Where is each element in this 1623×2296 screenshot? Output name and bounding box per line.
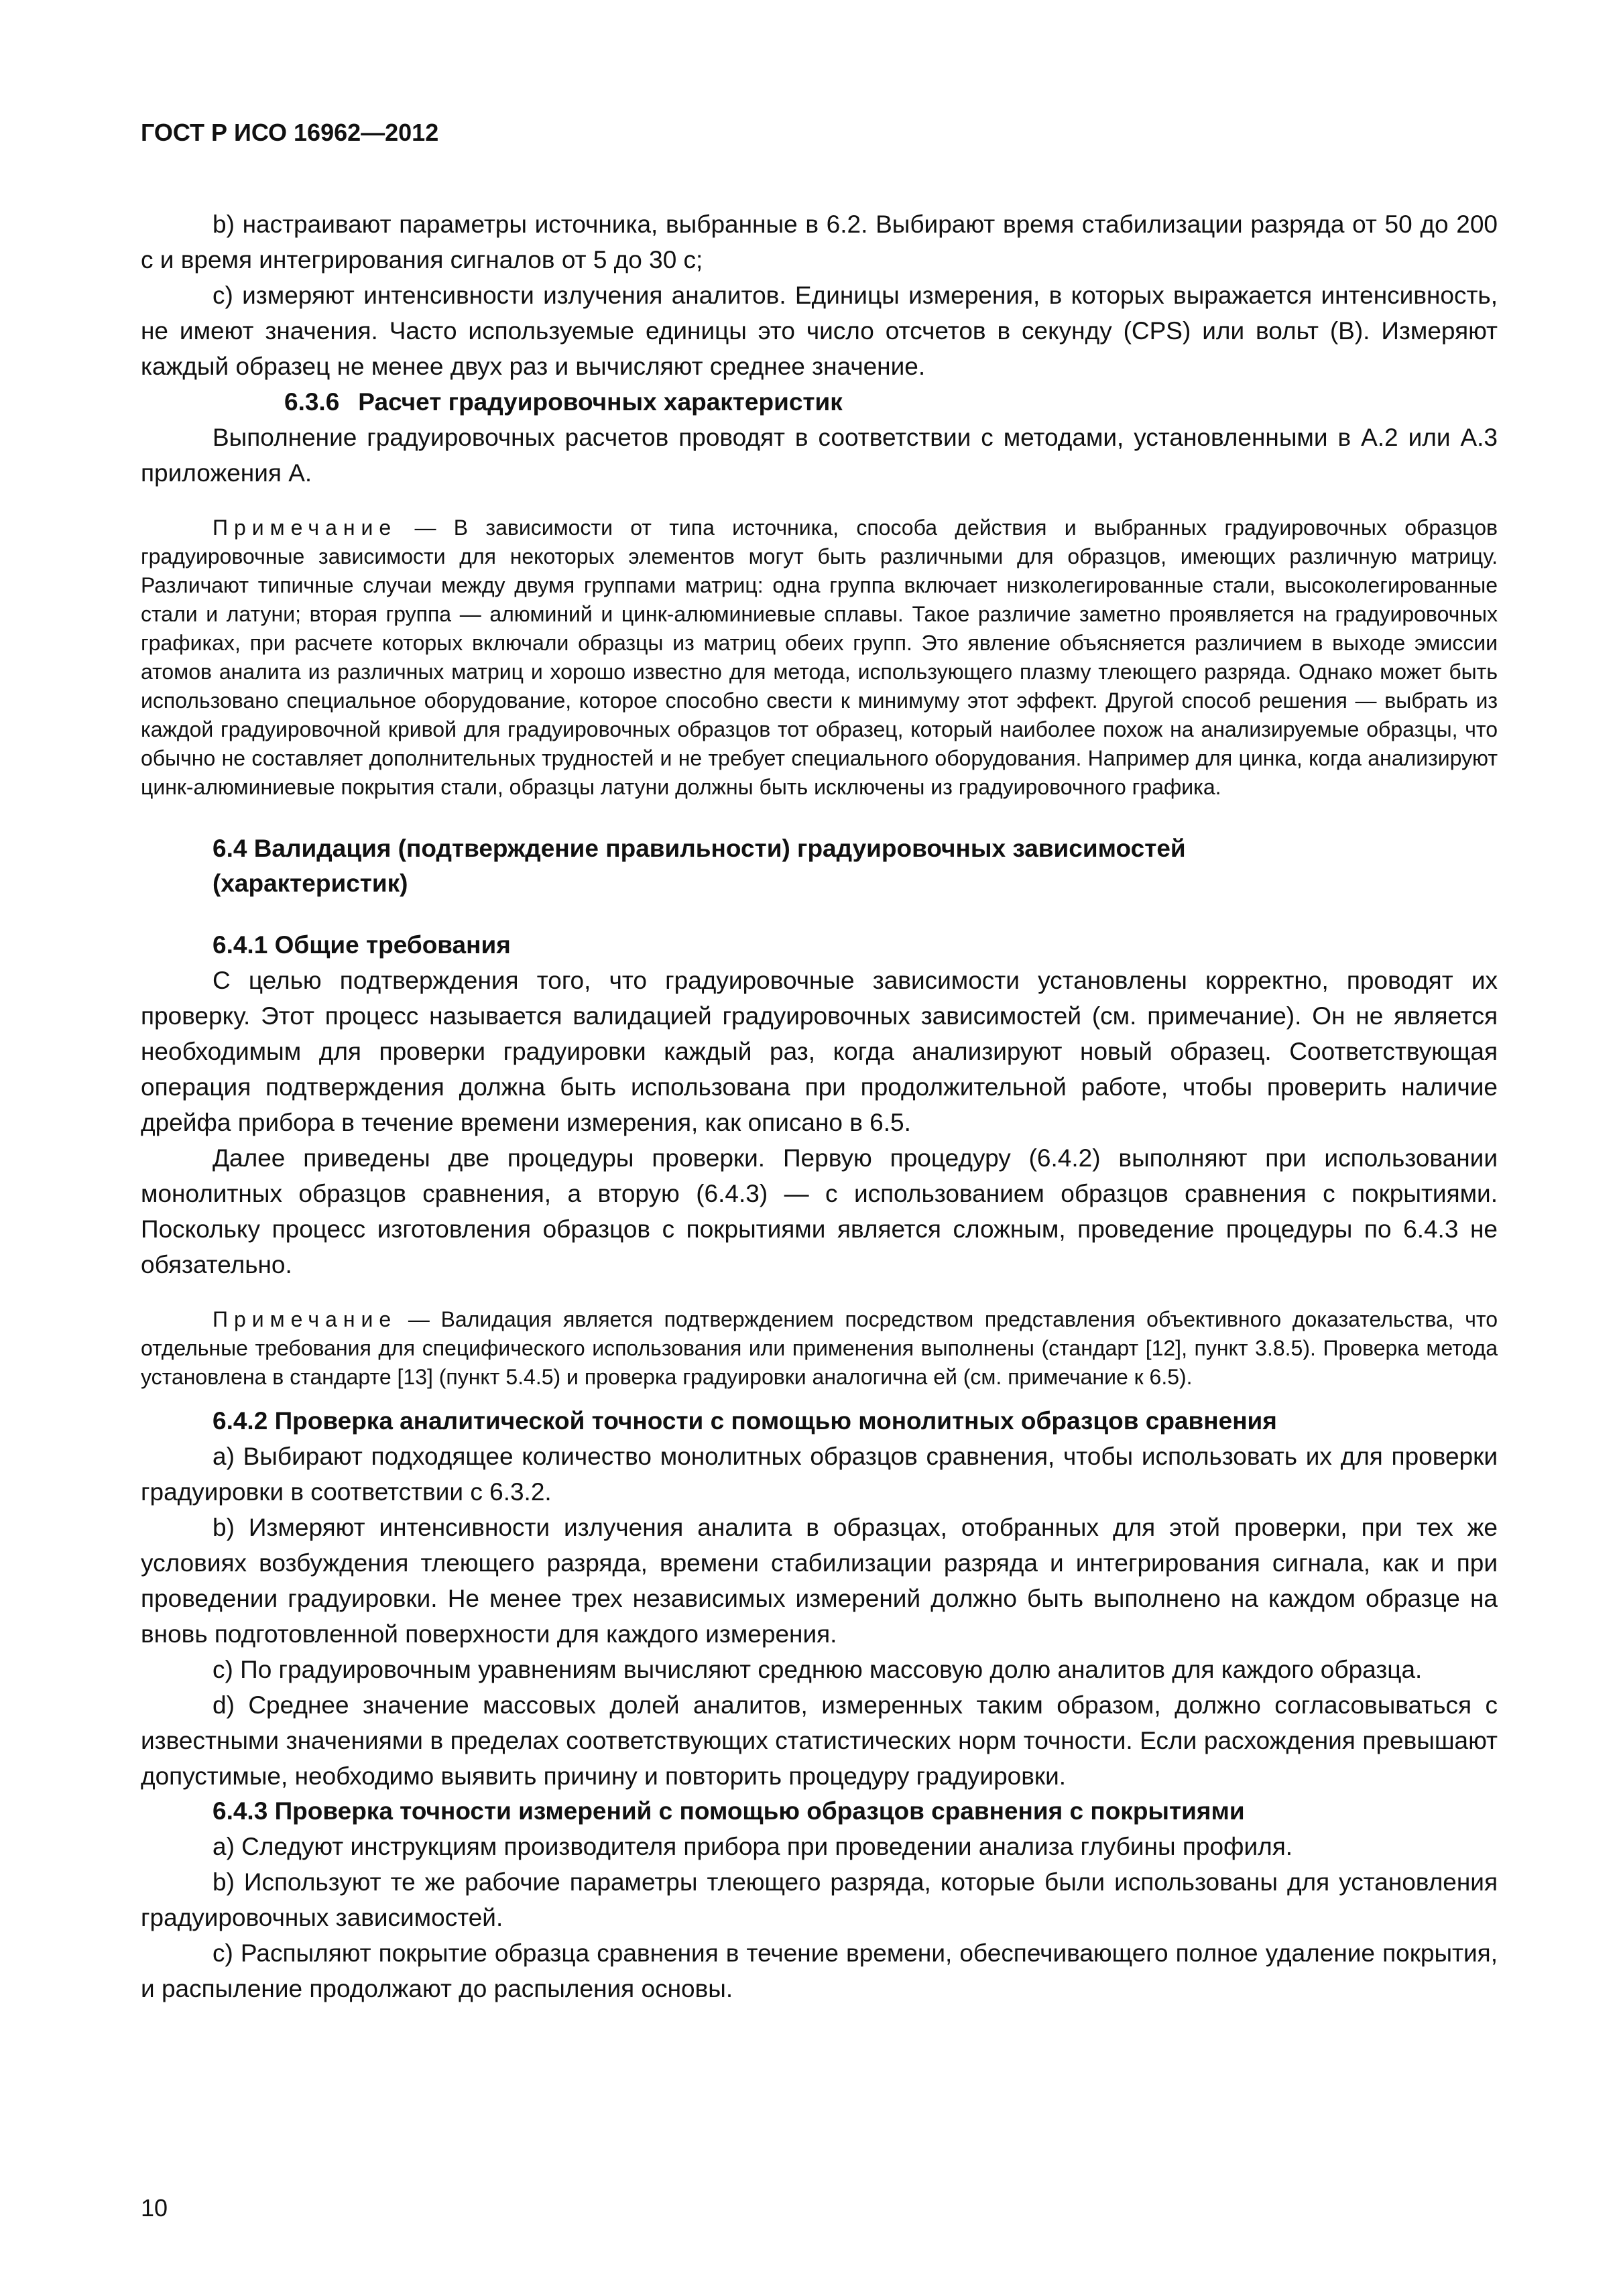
note-label: Примечание [213,1307,398,1331]
section-6-4-3-b: b) Используют те же рабочие параметры тлеющего разряда, которые были использованы для установления градуировочных зависимостей. [141,1868,1498,1931]
note-label: Примечание [213,516,398,540]
section-6-4-3-c: c) Распыляют покрытие образца сравнения в течение времени, обеспечивающего полное удаление покрытия, и распыление продолжают до распыления основы. [141,1939,1498,2002]
section-6-4-1-heading: 6.4.1 Общие требования [213,931,511,959]
document-header: ГОСТ Р ИСО 16962—2012 [141,119,439,146]
section-6-3-6-title: Расчет градуировочных характеристик [358,388,843,416]
section-6-4-heading-cont [141,866,1498,901]
paragraph-6-3-5-c: c) измеряют интенсивности излучения аналитов. Единицы измерения, в которых выражается интенсивность, не имеют значения. Часто используемые единицы это число отсчетов в секунду (CPS) или вольт (В). Измеряют каждый образец не менее двух раз и вычисляют среднее значение. [141,282,1498,380]
note-6-4-1 [141,1305,1498,1392]
section-6-4-2-a: а) Выбирают подходящее количество монолитных образцов сравнения, чтобы использовать их для проверки градуировки в соответствии с 6.3.2. [141,1443,1498,1506]
section-6-4-1-paragraph-1: С целью подтверждения того, что градуировочные зависимости установлены корректно, проводят их проверку. Этот процесс называется валидацией градуировочных зависимостей (см. примечание). Он не является необходимым для проверки градуировки каждый раз, когда анализируют новый образец. Соответствующая операция подтверждения должна быть использована при продолжительной работе, чтобы проверить наличие дрейфа прибора в течение времени измерения, как описано в 6.5. [141,967,1498,1136]
section-6-4-2-b: b) Измеряют интенсивности излучения аналита в образцах, отобранных для этой проверки, при тех же условиях возбуждения тлеющего разряда, времени стабилизации разряда и интегрирования сигнала, как и при проведении градуировки. Не менее трех независимых измерений должно быть выполнено на каждом образце на вновь подготовленной поверхности для каждого измерения. [141,1514,1498,1648]
section-6-3-6-text: Выполнение градуировочных расчетов проводят в соответствии с методами, установленными в А.2 или А.3 приложения А. [141,424,1498,487]
note-text: — В зависимости от типа источника, способа действия и выбранных градуировочных образцов градуировочные зависимости для некоторых элементов могут быть различными для образцов, имеющих различную матрицу. Различают типичные случаи между двумя группами матриц: одна группа включает низколегированные стали, высоколегированные стали и латуни; вторая группа — алюминий и цинк-алюминиевые сплавы. Такое различие заметно проявляется на градуировочных графиках, при расчете которых включали образцы из матриц обеих групп. Это явление объясняется различием в выходе эмиссии атомов аналита из различных матриц и хорошо известно для метода, использующего плазму тлеющего разряда. Однако может быть использовано специальное оборудование, которое способно свести к минимуму этот эффект. Другой способ решения — выбрать из каждой градуировочной кривой для градуировочных образцов тот образец, который наиболее похож на анализируемые образцы, что обычно не составляет дополнительных трудностей и не требует специального оборудования. Например для цинка, когда анализируют цинк-алюминиевые покрытия стали, образцы латуни должны быть исключены из градуировочного графика. [141,516,1498,799]
note-6-3-6 [141,513,1498,802]
section-6-4-3-heading: 6.4.3 Проверка точности измерений с помощью образцов сравнения с покрытиями [213,1797,1245,1825]
page-number: 10 [141,2194,168,2222]
section-6-4-2-heading: 6.4.2 Проверка аналитической точности с помощью монолитных образцов сравнения [213,1407,1277,1435]
paragraph-6-3-5-b: b) настраивают параметры источника, выбранные в 6.2. Выбирают время стабилизации разряда от 50 до 200 с и время интегрирования сигналов от 5 до 30 с; [141,210,1498,274]
section-6-4-3-a: а) Следуют инструкциям производителя прибора при проведении анализа глубины профиля. [213,1833,1293,1860]
section-6-3-6-number: 6.3.6 [284,388,340,416]
section-6-3-6-heading [141,384,1498,420]
section-6-4-2-d: d) Среднее значение массовых долей аналитов, измеренных таким образом, должно согласовываться с известными значениями в пределах соответствующих статистических норм точности. Если расхождения превышают допустимые, необходимо выявить причину и повторить процедуру градуировки. [141,1691,1498,1790]
section-6-4-title-line2: (характеристик) [213,869,408,897]
note-text: — Валидация является подтверждением посредством представления объективного доказательства, что отдельные требования для специфического использования или применения выполнены (стандарт [12], пункт 3.8.5). Проверка метода установлена в стандарте [13] (пункт 5.4.5) и проверка градуировки аналогична ей (см. примечание к 6.5). [141,1307,1498,1389]
document-page [141,118,1498,2006]
section-6-4-2-c: c) По градуировочным уравнениям вычисляют среднюю массовую долю аналитов для каждого образца. [213,1656,1423,1683]
section-6-4-heading [141,831,1498,866]
section-6-4-1-paragraph-2: Далее приведены две процедуры проверки. Первую процедуру (6.4.2) выполняют при использовании монолитных образцов сравнения, а вторую (6.4.3) — с использованием образцов сравнения с покрытиями. Поскольку процесс изготовления образцов с покрытиями является сложным, проведение процедуры по 6.4.3 не обязательно. [141,1144,1498,1278]
section-6-4-title-line1: 6.4 Валидация (подтверждение правильности) градуировочных зависимостей [213,835,1186,862]
